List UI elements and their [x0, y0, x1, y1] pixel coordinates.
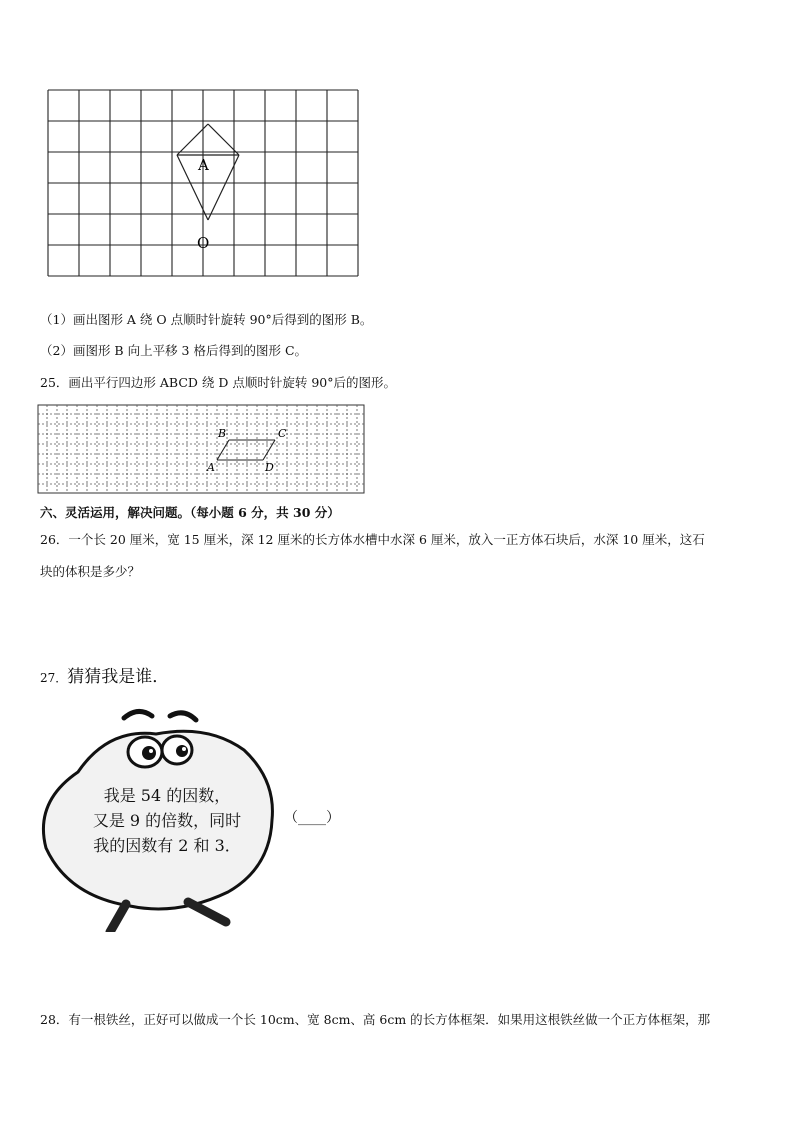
label-d: D — [265, 461, 274, 474]
q26-line2: 块的体积是多少？ — [40, 564, 141, 579]
kite-grid-svg — [44, 82, 374, 292]
right-pupil — [176, 745, 188, 757]
q28-line1: 28．有一根铁丝，正好可以做成一个长 10cm、宽 8cm、高 6cm 的长方体框架．如果用这根铁丝做一个正方体框架，那 — [40, 1012, 711, 1027]
q24-part2: （2）画图形 B 向上平移 3 格后得到的图形 C。 — [40, 343, 308, 358]
label-b: B — [218, 427, 227, 440]
right-leg — [188, 902, 226, 922]
parallelogram-abcd — [217, 440, 275, 460]
q27-number: 27 — [40, 671, 56, 685]
left-eyebrow — [124, 711, 152, 718]
right-eyebrow — [170, 713, 196, 720]
parallelogram-grid-svg — [37, 404, 367, 494]
label-c: C — [278, 427, 287, 440]
bubble-line-2: 又是 9 的倍数，同时 — [92, 811, 242, 830]
q27-title: 猜猜我是谁． — [67, 667, 170, 687]
label-a: A — [207, 461, 215, 474]
dotted-grid-lines — [38, 405, 364, 493]
q27-heading: 27．猜猜我是谁． — [40, 667, 170, 687]
q25-grid-figure — [37, 404, 367, 494]
left-pupil — [142, 746, 156, 760]
label-a: A — [198, 156, 209, 174]
speech-text — [72, 783, 262, 858]
q24-part1: （1）画出图形 A 绕 O 点顺时针旋转 90°后得到的图形 B。 — [40, 312, 373, 327]
q24-grid-figure — [44, 82, 374, 292]
q27-answer-blank[interactable]: （____） — [284, 810, 340, 826]
q26-line1: 26．一个长 20 厘米，宽 15 厘米，深 12 厘米的长方体水槽中水深 6 厘米，放入一正方体石块后，水深 10 厘米，这石 — [40, 532, 705, 547]
bubble-line-1: 我是 54 的因数， — [103, 786, 231, 805]
section-6-title: 六、灵活运用，解决问题。（每小题 6 分，共 30 分） — [40, 505, 340, 520]
label-o: O — [197, 234, 210, 252]
left-leg — [110, 904, 126, 932]
q25-text: 25．画出平行四边形 ABCD 绕 D 点顺时针旋转 90°后的图形。 — [40, 375, 396, 390]
bubble-line-3: 我的因数有 2 和 3． — [93, 836, 241, 855]
